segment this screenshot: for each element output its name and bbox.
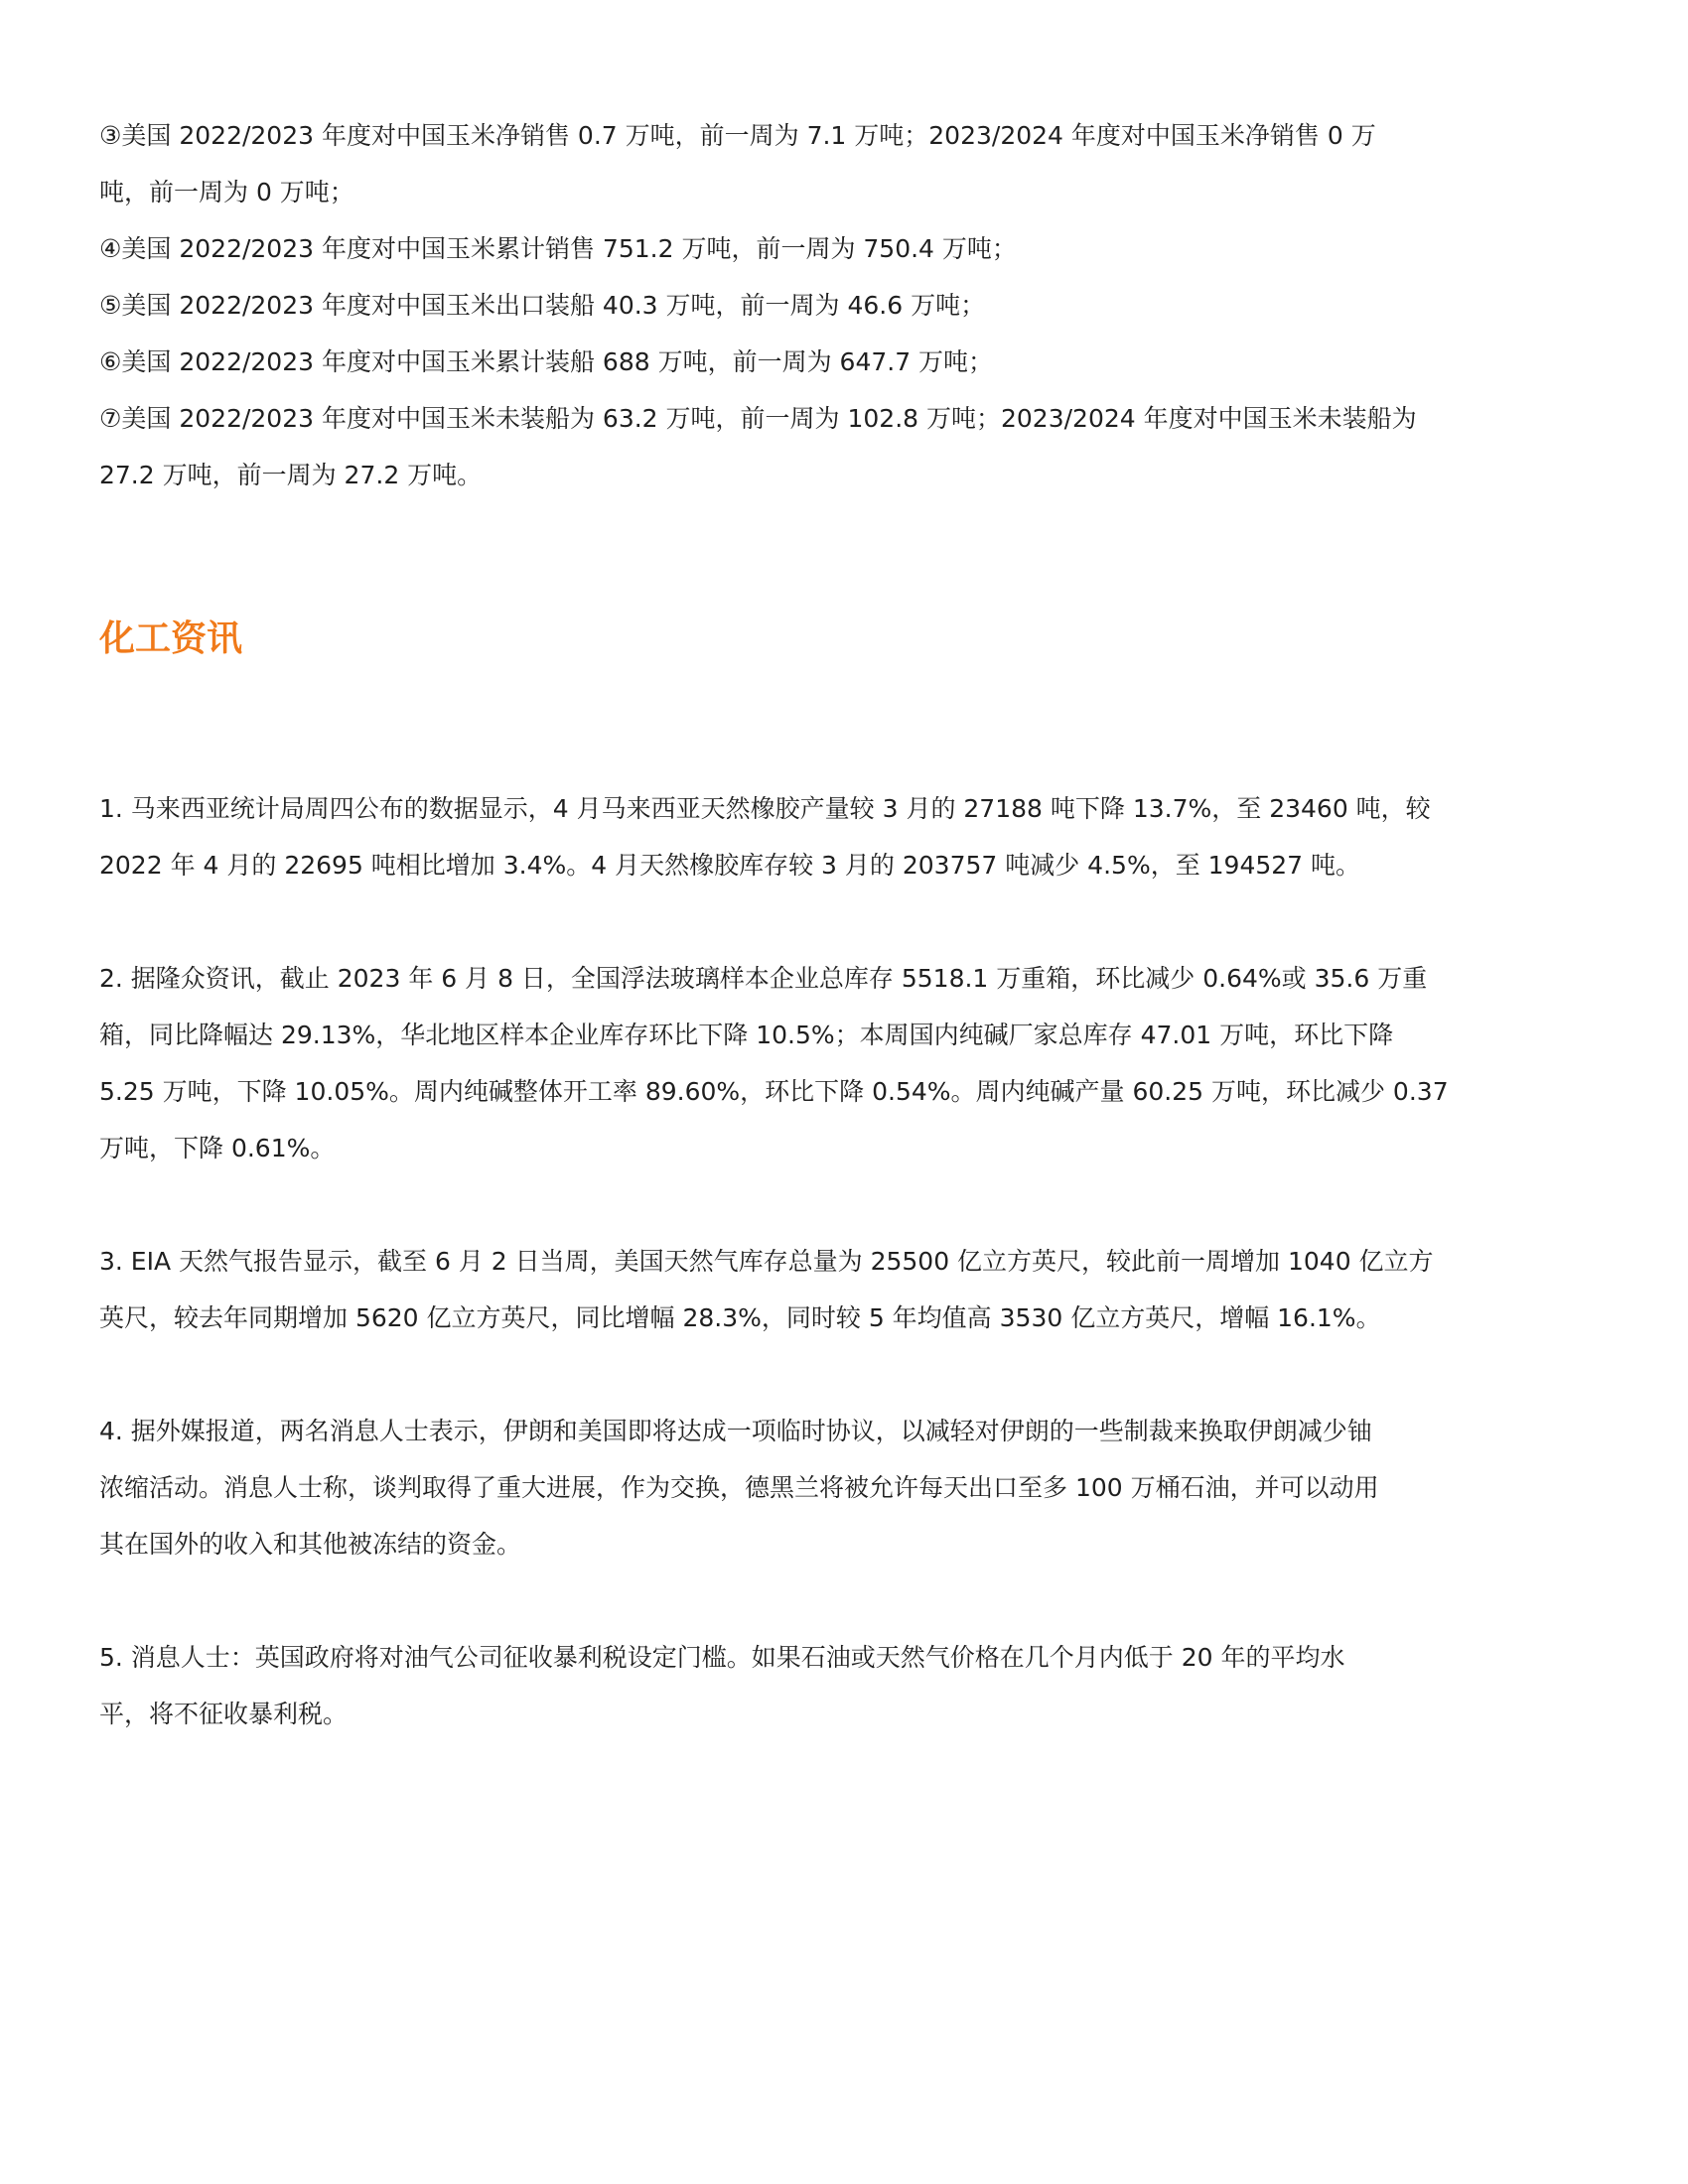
news-line: 浓缩活动。消息人士称，谈判取得了重大进展，作为交换，德黑兰将被允许每天出口至多 100 万桶石油，并可以动用 bbox=[99, 1473, 1379, 1502]
corn-export-list bbox=[99, 107, 1589, 503]
news-item-5 bbox=[99, 1629, 1589, 1742]
news-line: 5. 消息人士：英国政府将对油气公司征收暴利税设定门槛。如果石油或天然气价格在几个月内低于 20 年的平均水 bbox=[99, 1643, 1345, 1672]
news-line: 4. 据外媒报道，两名消息人士表示，伊朗和美国即将达成一项临时协议，以减轻对伊朗的一些制裁来换取伊朗减少铀 bbox=[99, 1417, 1372, 1445]
paragraph-gap bbox=[99, 1176, 1589, 1233]
news-item-4 bbox=[99, 1403, 1589, 1572]
news-line: 1. 马来西亚统计局周四公布的数据显示，4 月马来西亚天然橡胶产量较 3 月的 27188 吨下降 13.7%，至 23460 吨，较 bbox=[99, 794, 1431, 823]
paragraph-gap bbox=[99, 893, 1589, 950]
list-item: 吨，前一周为 0 万吨； bbox=[99, 178, 354, 206]
chemical-news-list bbox=[99, 780, 1589, 1742]
news-item-2 bbox=[99, 950, 1589, 1176]
list-item: 27.2 万吨，前一周为 27.2 万吨。 bbox=[99, 461, 483, 489]
section-title: 化工资讯 bbox=[99, 618, 243, 659]
paragraph-gap bbox=[99, 1346, 1589, 1403]
news-line: 箱，同比降幅达 29.13%，华北地区样本企业库存环比下降 10.5%；本周国内纯碱厂家总库存 47.01 万吨，环比下降 bbox=[99, 1021, 1394, 1049]
news-line: 5.25 万吨，下降 10.05%。周内纯碱整体开工率 89.60%，环比下降 0.54%。周内纯碱产量 60.25 万吨，环比减少 0.37 bbox=[99, 1077, 1449, 1106]
news-line: 平，将不征收暴利税。 bbox=[99, 1700, 349, 1728]
list-item: ④美国 2022/2023 年度对中国玉米累计销售 751.2 万吨，前一周为 750.4 万吨； bbox=[99, 234, 1017, 263]
news-line: 3. EIA 天然气报告显示，截至 6 月 2 日当周，美国天然气库存总量为 25500 亿立方英尺，较此前一周增加 1040 亿立方 bbox=[99, 1247, 1434, 1276]
document-page bbox=[99, 107, 1589, 1728]
list-item: ⑤美国 2022/2023 年度对中国玉米出口装船 40.3 万吨，前一周为 46.6 万吨； bbox=[99, 291, 986, 320]
news-line: 英尺，较去年同期增加 5620 亿立方英尺，同比增幅 28.3%，同时较 5 年均值高 3530 亿立方英尺，增幅 16.1%。 bbox=[99, 1303, 1381, 1332]
news-line: 万吨，下降 0.61%。 bbox=[99, 1134, 336, 1162]
chemical-news-header bbox=[99, 615, 242, 663]
news-line: 2. 据隆众资讯，截止 2023 年 6 月 8 日，全国浮法玻璃样本企业总库存 5518.1 万重箱，环比减少 0.64%或 35.6 万重 bbox=[99, 964, 1428, 993]
news-line: 2022 年 4 月的 22695 吨相比增加 3.4%。4 月天然橡胶库存较 3 月的 203757 吨减少 4.5%，至 194527 吨。 bbox=[99, 851, 1361, 880]
news-item-3 bbox=[99, 1233, 1589, 1346]
paragraph-gap bbox=[99, 1572, 1589, 1629]
list-item: ⑦美国 2022/2023 年度对中国玉米未装船为 63.2 万吨，前一周为 102.8 万吨；2023/2024 年度对中国玉米未装船为 bbox=[99, 404, 1417, 433]
list-item: ③美国 2022/2023 年度对中国玉米净销售 0.7 万吨，前一周为 7.1 万吨；2023/2024 年度对中国玉米净销售 0 万 bbox=[99, 121, 1376, 150]
list-item: ⑥美国 2022/2023 年度对中国玉米累计装船 688 万吨，前一周为 647.7 万吨； bbox=[99, 347, 994, 376]
news-line: 其在国外的收入和其他被冻结的资金。 bbox=[99, 1530, 522, 1559]
news-item-1 bbox=[99, 780, 1589, 893]
